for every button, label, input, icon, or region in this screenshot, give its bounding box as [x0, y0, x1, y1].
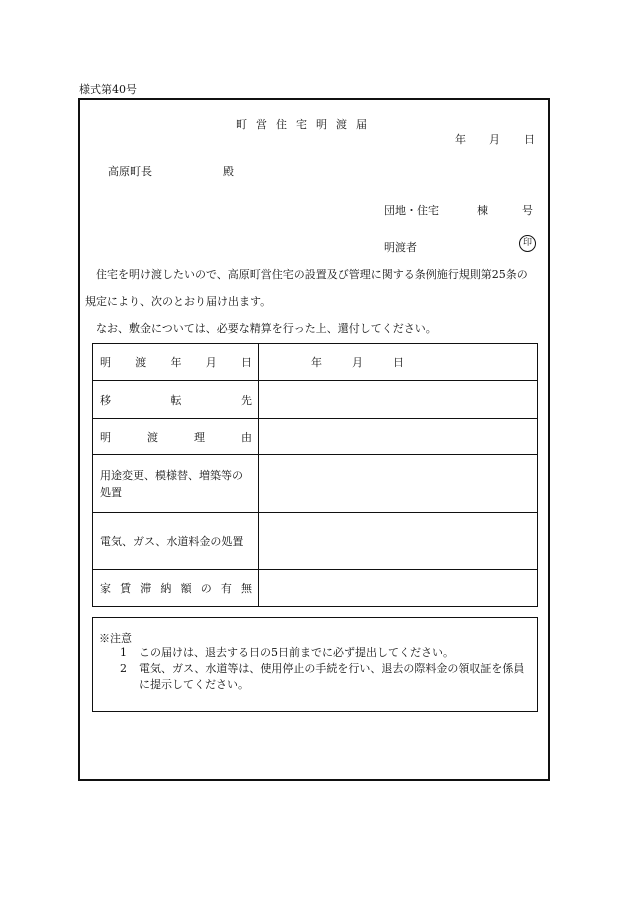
label-char: 理 — [194, 430, 205, 444]
note-text: 電気、ガス、水道等は、使用停止の手続を行い、退去の際料金の領収証を係員に提示してください。 — [139, 662, 525, 691]
form-number: 様式第40号 — [79, 83, 137, 96]
label-char: 納 — [160, 582, 172, 595]
label-char: 賃 — [120, 582, 132, 595]
note-text: この届けは、退去する日の5日前までに必ず提出してください。 — [139, 646, 454, 659]
label-char: 滞 — [140, 582, 152, 595]
table-row — [93, 513, 538, 570]
note-item — [120, 645, 529, 661]
note-number: 1 — [120, 646, 127, 659]
label-char: 渡 — [147, 430, 158, 444]
rent-arrears-field[interactable] — [259, 570, 538, 607]
vacate-date-month: 月 — [352, 356, 363, 369]
new-address-field[interactable] — [259, 381, 538, 419]
vacate-date-field[interactable] — [259, 344, 538, 381]
row-label-vacate-date — [93, 344, 259, 381]
label-char: 日 — [241, 356, 252, 369]
label-char: 明 — [100, 430, 111, 444]
honorific: 殿 — [223, 165, 234, 178]
label-char: 明 — [100, 356, 111, 369]
vacate-reason-field[interactable] — [259, 419, 538, 455]
vacate-date-year: 年 — [311, 356, 322, 369]
label-char: の — [200, 582, 212, 595]
label-char: 年 — [170, 356, 182, 369]
row-label-alteration-handling: 用途変更、模様替、増築等の処置 — [93, 455, 259, 513]
notes-box — [92, 617, 538, 712]
number-label: 号 — [522, 204, 533, 217]
label-char: 月 — [205, 356, 217, 369]
building-label: 棟 — [477, 204, 488, 217]
header-date-year: 年 — [455, 133, 466, 146]
label-char: 家 — [100, 582, 111, 595]
row-label-vacate-reason — [93, 419, 259, 455]
label-char: 転 — [170, 393, 182, 407]
label-char: 額 — [180, 582, 192, 595]
label-char: 先 — [241, 393, 252, 407]
row-label-utility-charges: 電気、ガス、水道料金の処置 — [93, 513, 259, 570]
table-row — [93, 419, 538, 455]
note-number: 2 — [120, 662, 127, 675]
table-row — [93, 455, 538, 513]
addressee: 高原町長 — [108, 165, 152, 178]
applicant-label: 明渡者 — [384, 241, 417, 254]
header-date-month: 月 — [489, 133, 500, 146]
utility-charges-field[interactable] — [259, 513, 538, 570]
body-paragraph-3: なお、敷金については、必要な精算を行った上、還付してください。 — [96, 322, 437, 335]
label-char: 移 — [100, 393, 111, 407]
body-paragraph-1: 住宅を明け渡したいので、高原町営住宅の設置及び管理に関する条例施行規則第25条の — [96, 268, 528, 281]
document-title: 町営住宅明渡届 — [236, 118, 376, 131]
table-row — [93, 570, 538, 607]
row-label-rent-arrears — [93, 570, 259, 607]
note-item — [120, 661, 529, 693]
table-row — [93, 344, 538, 381]
label-char: 由 — [241, 430, 252, 444]
seal-mark: 印 — [519, 235, 536, 252]
alteration-handling-field[interactable] — [259, 455, 538, 513]
table-row — [93, 381, 538, 419]
notes-heading: ※注意 — [99, 632, 132, 645]
body-paragraph-2: 規定により、次のとおり届け出ます。 — [85, 295, 272, 308]
vacate-date-day: 日 — [393, 356, 404, 369]
estate-label: 団地・住宅 — [384, 204, 439, 217]
label-char: 無 — [240, 582, 252, 595]
label-char: 有 — [220, 582, 232, 595]
detail-table — [92, 343, 538, 607]
label-char: 渡 — [135, 356, 147, 369]
header-date-day: 日 — [524, 133, 535, 146]
row-label-new-address — [93, 381, 259, 419]
